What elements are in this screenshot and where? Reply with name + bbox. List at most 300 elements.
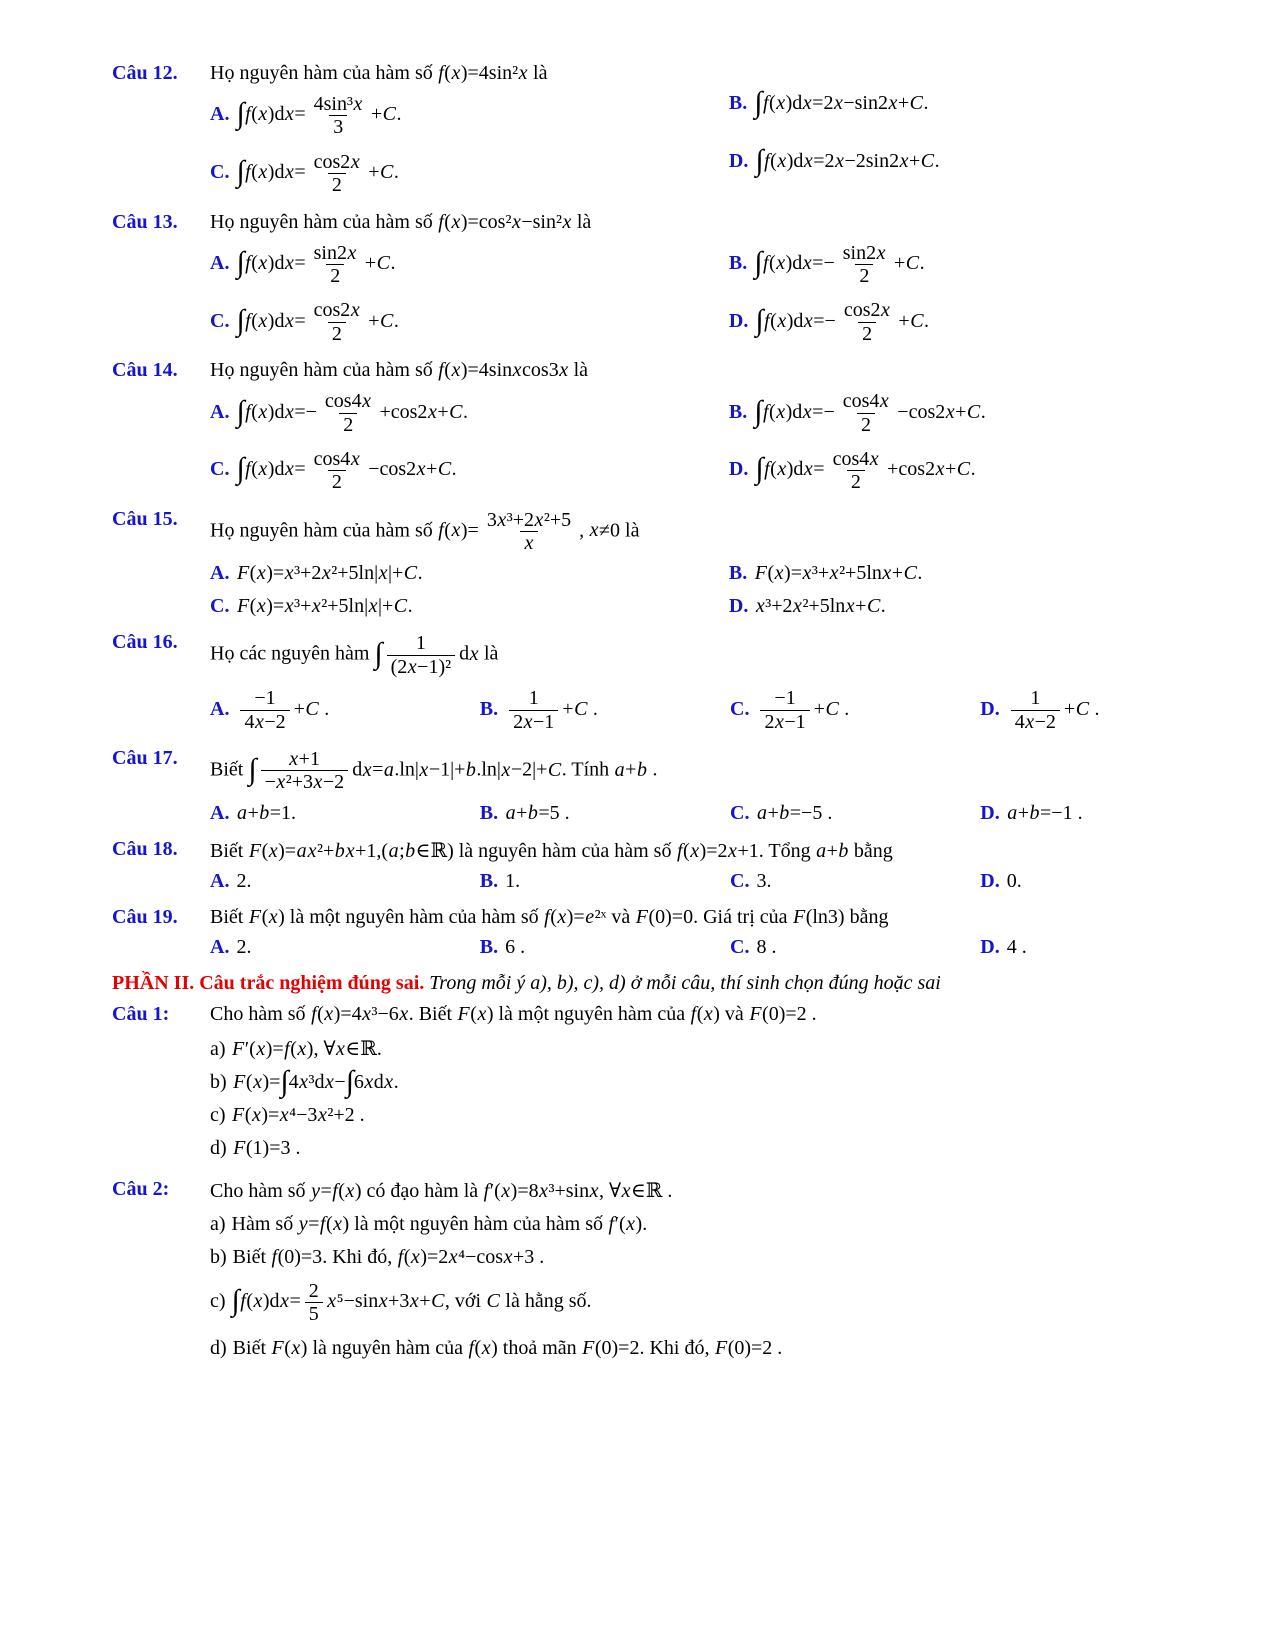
answer-option-b[interactable] [729,236,1193,294]
option-content [505,870,520,892]
true-false-question [112,1178,1187,1370]
answer-option-c[interactable] [210,442,723,500]
answer-option-c[interactable] [210,293,723,351]
statement-item-d[interactable] [210,1137,1187,1160]
fraction-numerator: cos4x [313,447,360,470]
integral-icon: ∫ [755,143,764,177]
math-expression: f(x)=2x+1. [676,839,764,862]
math-expression: F(x)=∫4x³dx−∫6xdx. [233,1064,399,1098]
fraction-numerator: 2 [308,1279,319,1302]
statement-key: d) [210,1136,227,1159]
plain-text: . [354,1103,365,1126]
question [112,508,1187,624]
math-expression: 0. [1006,869,1022,892]
math-expression: 2. [236,935,252,958]
math-expression: 2. [236,869,252,892]
math-expression: x³+2x²+5lnx+C. [755,595,886,618]
option-content [754,562,922,584]
plain-text: . [806,1002,817,1025]
math-expression: ∫f(x)dx=− [236,394,317,428]
question-body [210,747,1187,830]
question [112,631,1187,739]
plain-text: Biết [210,839,249,862]
option-content [755,595,885,617]
math-expression: F(x) [271,1336,308,1359]
answer-option-a[interactable] [210,236,723,294]
math-expression: dx=a.ln|x−1|+b.ln|x−2|+C [352,758,562,781]
math-expression: F(x) [248,905,285,928]
answer-option-c[interactable] [210,590,723,623]
answer-options [210,557,1187,623]
integral-icon: ∫ [248,752,257,786]
answer-option-a[interactable] [210,931,474,964]
math-expression: +C. [898,309,930,332]
option-content [236,562,422,584]
question-body [210,211,1187,352]
answer-options [210,87,1187,203]
question-stem [210,359,1187,382]
fraction [840,299,895,345]
question-stem [210,211,1187,234]
statement-key: d) [210,1336,227,1359]
fraction-numerator: 1 [528,687,539,710]
option-content [756,802,832,824]
fraction-numerator: −1 [254,687,276,710]
plain-text: Cho hàm số [210,1002,311,1025]
fraction-denominator: 3 [329,115,347,138]
option-content [1007,936,1027,958]
math-expression: F(x)=x³+x²+5lnx+C. [754,562,923,585]
math-expression: a+b=−1 . [1007,801,1083,824]
answer-option-d[interactable] [980,681,1205,739]
math-expression: y=f(x) [298,1212,350,1235]
math-expression: a+b=1. [236,801,297,824]
math-expression: +cos2x+C. [887,458,976,481]
fraction [839,242,890,288]
option-content [236,150,399,197]
fraction-denominator: 4x−2 [240,710,289,733]
math-expression: ∫f(x)dx=2x−2sin2x+C. [755,143,940,177]
fraction-denominator: 2 [328,322,346,345]
plain-text: . Giá trị của [693,905,793,928]
fraction-numerator: 1 [1030,687,1041,710]
option-letter: B. [479,869,499,892]
plain-text: là nguyên hàm của [307,1336,468,1359]
option-letter: A. [210,869,230,892]
answer-option-b[interactable] [480,865,724,898]
math-expression: F(x)=x³+2x²+5ln|x|+C. [236,562,423,585]
answer-option-a[interactable] [210,384,723,442]
question-label: Câu 13. [112,210,178,233]
fraction [261,748,349,794]
statement-key: c) [210,1103,226,1126]
math-expression: f′(x)=8x³+sinx, ∀x∈ℝ [483,1179,663,1202]
answer-option-d[interactable] [729,145,1193,203]
math-expression: F(1)=3 [233,1136,291,1159]
option-content [236,595,412,617]
true-false-question [112,1003,1187,1170]
question-label: Câu 2: [112,1177,170,1200]
plain-text: Họ nguyên hàm của hàm số [210,519,438,542]
plain-text: là [568,359,589,382]
option-letter: A. [210,935,230,958]
math-expression: dx [459,642,479,665]
question-body [210,62,1187,203]
option-content [756,936,776,958]
math-expression: 1. [505,869,521,892]
option-letter: C. [730,801,750,824]
question-body [210,508,1187,624]
fraction-denominator: 2 [858,322,876,345]
option-content [1007,870,1022,892]
option-letter: C. [210,458,230,481]
fraction [310,448,365,494]
statement-items [210,1036,1187,1160]
plain-text: là [528,62,548,84]
plain-text: . [647,758,658,781]
option-letter: A. [210,801,230,824]
math-expression: C [486,1290,500,1313]
answer-option-b[interactable] [729,87,1193,145]
answer-options [210,236,1187,352]
statement-key: a) [210,1037,226,1060]
plain-text: . [534,1245,545,1268]
option-content [236,93,402,139]
math-expression: +C. [893,252,925,275]
option-content [755,143,940,177]
math-expression: ∫f(x)dx=− [754,246,835,280]
integral-icon: ∫ [236,97,245,131]
math-expression: f(x) [690,1002,720,1025]
math-expression: +C. [368,161,399,184]
plain-text: . Biết [408,1002,458,1025]
math-expression: ∫f(x)dx=2x−sin2x+C. [754,86,929,119]
question [112,359,1187,500]
math-expression: , x≠0 [579,519,621,542]
option-letter: A. [210,103,230,126]
plain-text: là hằng số. [500,1290,592,1313]
answer-option-c[interactable] [730,931,974,964]
question-stem [210,1003,1187,1026]
plain-text: Họ nguyên hàm của hàm số [210,210,438,233]
integral-icon: ∫ [345,1064,354,1098]
plain-text: thoả mãn [497,1336,582,1359]
math-expression: 3. [756,869,772,892]
question-label: Câu 12. [112,62,178,84]
plain-text: Biết [232,1245,272,1268]
math-expression: +C . [1063,697,1100,720]
option-letter: B. [728,252,748,275]
option-letter: D. [980,801,1000,824]
question-stem [210,838,1187,863]
fraction-denominator: 2 [855,264,873,287]
statement-key: b) [210,1245,227,1268]
plain-text: . Tính [561,758,615,781]
fraction [310,242,361,288]
statement-key: b) [210,1070,227,1093]
fraction-numerator: sin2x [842,241,886,264]
plain-text: . [662,1179,673,1202]
question-label: Câu 17. [112,747,178,770]
option-content [505,802,570,824]
plain-text: , với [444,1290,487,1313]
option-letter: D. [728,458,749,481]
math-expression: a+b=5 . [505,801,570,824]
option-letter: D. [728,309,749,332]
option-letter: A. [210,697,230,720]
math-expression: 8 . [756,935,777,958]
statement-content [233,1064,399,1098]
question-stem [210,1178,1187,1203]
integral-icon: ∫ [374,636,383,670]
statement-key: c) [210,1290,226,1313]
fraction-denominator: 2 [847,470,865,493]
part1-multiple-choice-section [112,62,1187,964]
math-expression: F(x)=x³+x²+5ln|x|+C. [236,595,413,618]
plain-text: Biết [232,1336,272,1359]
option-content [754,86,929,119]
fraction-numerator: 1 [415,632,426,655]
option-letter: B. [479,801,499,824]
math-expression: F(x)=ax²+bx+1,(a;b∈ℝ) [248,839,454,862]
math-expression: F(0)=2 [582,1336,640,1359]
integral-icon: ∫ [755,303,764,337]
answer-option-b[interactable] [729,557,1193,590]
option-letter: B. [728,400,748,423]
option-letter: A. [210,562,230,585]
plain-text: và [606,905,636,928]
statement-key: a) [210,1212,226,1235]
math-expression [374,636,383,670]
fraction [483,509,575,555]
fraction [387,632,456,678]
math-expression: F(0)=2 [749,1002,807,1025]
math-expression: F′(x)=f(x), ∀x∈ℝ. [232,1037,382,1060]
answer-option-c[interactable] [730,865,974,898]
option-content [236,870,251,892]
question-label: Câu 1: [112,1002,170,1025]
option-letter: D. [728,595,749,618]
option-content [236,936,251,958]
option-letter: C. [210,595,230,618]
option-letter: C. [730,869,750,892]
integral-icon: ∫ [280,1064,289,1098]
math-expression: ∫f(x)dx= [755,452,825,486]
statement-item-c[interactable] [210,1279,1187,1327]
math-expression: +C . [293,697,330,720]
answer-option-d[interactable] [980,797,1205,830]
fraction-numerator: cos4x [324,390,371,413]
fraction-denominator: 2 [339,413,357,436]
answer-option-d[interactable] [980,865,1205,898]
fraction-numerator: cos2x [843,299,890,322]
question [112,906,1187,964]
option-content [1007,687,1100,733]
fraction-denominator: 2 [326,264,344,287]
fraction-denominator: 5 [305,1302,323,1325]
option-content [505,936,525,958]
answer-option-d[interactable] [729,442,1193,500]
math-expression: f(x)=4sinxcos3x [438,359,569,382]
fraction-numerator: cos4x [842,390,889,413]
statement-item-a[interactable] [210,1036,1187,1061]
answer-option-c[interactable] [730,797,974,830]
answer-option-b[interactable] [729,384,1193,442]
fraction-numerator: 3x³+2x²+5 [486,508,572,531]
math-expression: +cos2x+C. [379,400,468,423]
part2-section-heading-line [112,972,1187,995]
option-letter: B. [479,697,499,720]
option-content [754,390,986,436]
math-expression: ∫f(x)dx= [236,97,306,131]
statement-content [233,1246,545,1268]
plain-text: và [719,1002,749,1025]
answer-option-c[interactable] [730,681,974,739]
statement-content [232,1213,648,1235]
answer-option-c[interactable] [210,145,723,203]
answer-option-a[interactable] [210,557,723,590]
question-stem [210,747,1187,795]
question-body [210,631,1187,739]
fraction [839,390,894,436]
math-expression: +C. [368,309,399,332]
statement-content [231,1279,592,1326]
option-content [756,870,771,892]
fraction [321,390,376,436]
option-letter: B. [479,935,499,958]
answer-option-b[interactable] [480,931,724,964]
math-expression: ∫f(x)dx= [236,303,306,337]
option-content [236,390,468,436]
math-expression: f(x)=e²ˣ [544,905,607,928]
plain-text: Biết [210,758,249,781]
option-content [236,241,396,287]
math-expression: a+b=−5 . [756,801,833,824]
plain-text: có đạo hàm là [361,1179,484,1202]
math-expression: x⁵−sinx+3x+C [327,1290,445,1313]
part2-note: Trong mỗi ý a), b), c), d) ở mỗi câu, thí sinh chọn đúng hoặc sai [429,971,941,994]
option-letter: B. [728,92,748,114]
fraction-denominator: 2 [328,470,346,493]
fraction-denominator: 2 [328,173,346,196]
plain-text: là [479,642,499,665]
math-expression: ∫f(x)dx=− [755,303,836,337]
answer-option-a[interactable] [210,87,723,145]
fraction-denominator: 2x−1 [760,710,809,733]
answer-options [210,797,1187,830]
question-stem [210,631,1187,679]
answer-option-d[interactable] [729,293,1193,351]
plain-text: Họ nguyên hàm của hàm số [210,62,438,84]
statement-item-c[interactable] [210,1104,1187,1127]
plain-text: bằng [844,905,889,928]
math-expression: y=f(x) [311,1179,362,1202]
option-content [755,447,976,494]
plain-text: là [571,210,592,233]
fraction-numerator: x+1 [289,748,320,771]
answer-option-b[interactable] [480,681,724,739]
answer-option-d[interactable] [729,590,1193,623]
statement-item-b[interactable] [210,1064,1187,1098]
answer-option-b[interactable] [480,797,724,830]
fraction-denominator: −x²+3x−2 [261,770,349,793]
question-label: Câu 14. [112,359,178,382]
fraction-denominator: x [520,531,538,554]
plain-text: là [620,519,640,542]
statement-item-b[interactable] [210,1246,1187,1269]
statement-item-d[interactable] [210,1337,1187,1360]
math-expression: +C . [562,697,598,720]
fraction [760,687,809,733]
math-expression: f(x)=2x⁴−cosx+3 [397,1245,535,1268]
answer-options [210,931,1187,964]
math-expression: ∫f(x)dx= [236,155,306,189]
question-stem [210,906,1187,929]
integral-icon: ∫ [236,155,245,189]
math-expression: F(0)=0 [635,905,694,928]
option-letter: D. [980,869,1000,892]
plain-text: . [772,1336,783,1359]
plain-text: Họ nguyên hàm của hàm số [210,359,438,382]
math-expression: F(x) [457,1002,494,1025]
option-content [505,687,598,733]
question-body [210,1178,1187,1370]
plain-text: . [290,1136,301,1159]
answer-options [210,865,1187,898]
question-body [210,906,1187,964]
option-letter: C. [730,697,750,720]
fraction-numerator: cos4x [832,447,879,470]
statement-content [233,1337,783,1359]
math-expression: f(x) [468,1336,498,1359]
fraction [310,151,365,197]
plain-text: Họ các nguyên hàm [210,642,375,665]
math-expression: +C. [364,252,396,275]
math-expression: F(ln3) [793,905,845,928]
option-letter: C. [210,161,230,184]
integral-icon: ∫ [755,452,764,486]
statement-content [232,1104,365,1126]
fraction [240,687,289,733]
plain-text: Biết [210,905,249,928]
plain-text: là một nguyên hàm của hàm số [349,1212,609,1235]
answer-option-a[interactable] [210,865,474,898]
option-letter: C. [730,935,750,958]
option-content [1007,802,1083,824]
fraction-numerator: 4sin³x [313,93,363,115]
answer-option-a[interactable] [210,681,474,739]
integral-icon: ∫ [236,246,245,280]
statement-item-a[interactable] [210,1213,1187,1236]
option-content [236,802,296,824]
math-expression: f(x)=4sin²x [438,62,528,84]
question [112,211,1187,352]
answer-option-a[interactable] [210,797,474,830]
plain-text: là nguyên hàm của hàm số [453,839,677,862]
fraction [1011,687,1060,733]
statement-content [232,1038,382,1060]
question-stem [210,508,1187,556]
statement-items [210,1213,1187,1360]
integral-icon: ∫ [231,1284,240,1318]
math-expression: ∫f(x)dx= [236,246,306,280]
plain-text: . [642,1212,648,1235]
math-expression: f(x)=cos²x−sin²x [438,210,572,233]
plain-text: Cho hàm số [210,1179,311,1202]
answer-option-d[interactable] [980,931,1205,964]
option-letter: A. [210,252,230,275]
plain-text: Hàm số [231,1212,299,1235]
